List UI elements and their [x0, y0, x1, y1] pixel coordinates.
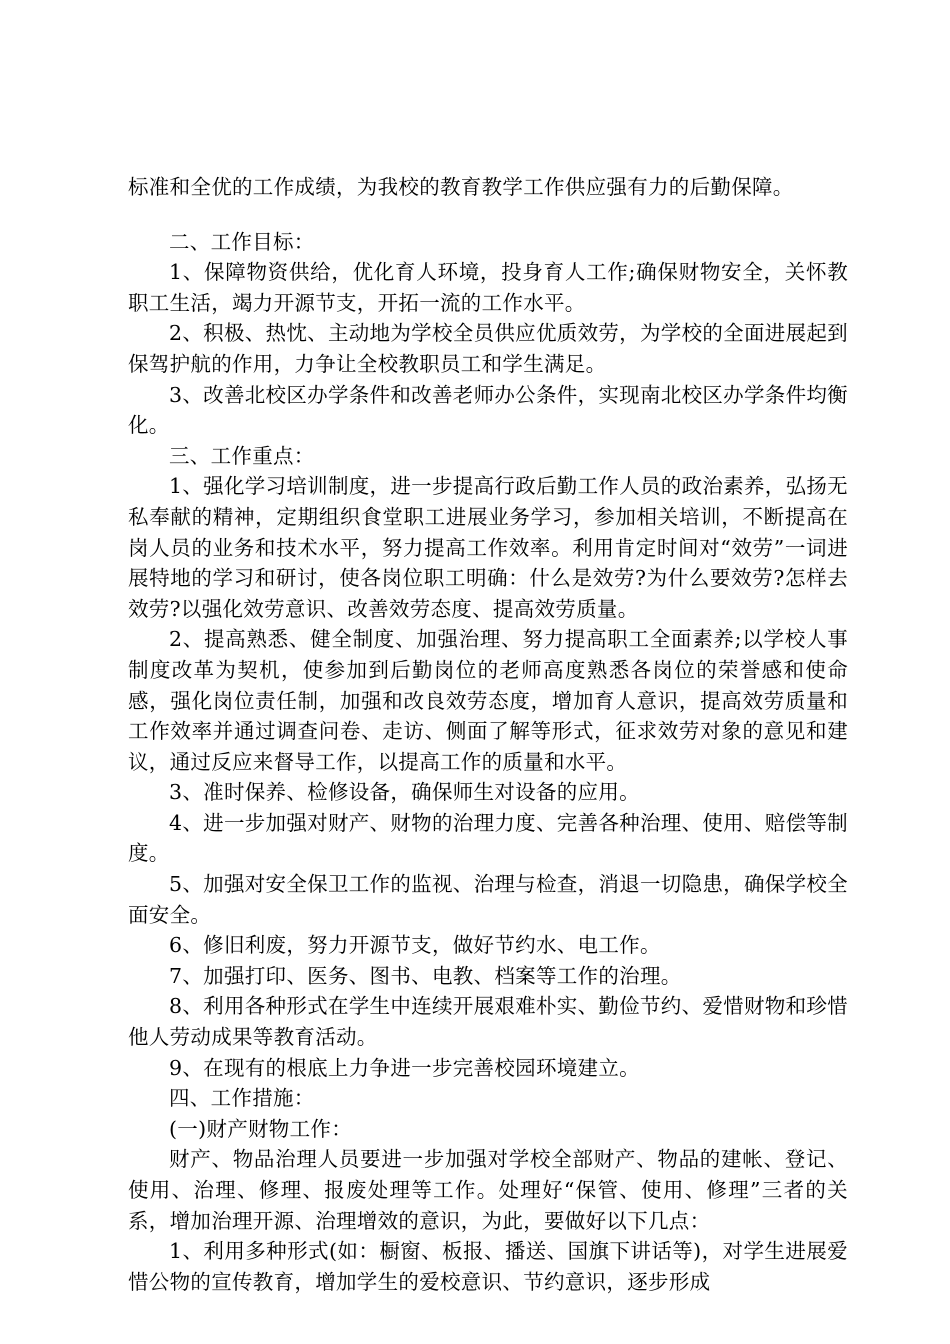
section-heading-focus: 三、工作重点：: [169, 443, 315, 468]
section-heading-measures: 四、工作措施：: [169, 1086, 315, 1111]
paragraph-focus-4: 4、进一步加强对财产、财物的治理力度、完善各种治理、使用、赔偿等制度。: [128, 810, 848, 866]
paragraph-focus-5: 5、加强对安全保卫工作的监视、治理与检查，消退一切隐患，确保学校全面安全。: [128, 872, 848, 927]
paragraph-property-intro: 财产、物品治理人员要进一步加强对学校全部财产、物品的建帐、登记、使用、治理、修理、报废处理等工作。处理好“保管、使用、修理”三者的关系，增加治理开源、治理增效的意识，为此，要做好以下几点：: [128, 1147, 848, 1233]
paragraph-continuation: 标准和全优的工作成绩，为我校的教育教学工作供应强有力的后勤保障。: [128, 175, 794, 199]
section-heading-goals: 二、工作目标：: [169, 229, 315, 254]
paragraph-focus-8: 8、利用各种形式在学生中连续开展艰难朴实、勤俭节约、爱惜财物和珍惜他人劳动成果等教育活动。: [128, 994, 848, 1050]
paragraph-focus-9: 9、在现有的根底上力争进一步完善校园环境建立。: [169, 1055, 640, 1080]
paragraph-goal-2: 2、积极、热忱、主动地为学校全员供应优质效劳，为学校的全面进展起到保驾护航的作用，力争让全校教职员工和学生满足。: [128, 321, 848, 376]
paragraph-goal-3: 3、改善北校区办学条件和改善老师办公条件，实现南北校区办学条件均衡化。: [128, 382, 848, 438]
paragraph-focus-7: 7、加强打印、医务、图书、电教、档案等工作的治理。: [169, 963, 682, 988]
paragraph-goal-1: 1、保障物资供给，优化育人环境，投身育人工作;确保财物安全，关怀教职工生活，竭力开源节支，开拓一流的工作水平。: [128, 260, 848, 315]
paragraph-focus-2: 2、提高熟悉、健全制度、加强治理、努力提高职工全面素养;以学校人事制度改革为契机，使参加到后勤岗位的老师高度熟悉各岗位的荣誉感和使命感，强化岗位责任制，加强和改良效劳态度，增加育人意识，提高效劳质量和工作效率并通过调查问卷、走访、侧面了解等形式，征求效劳对象的意见和建议，通过反应来督导工作，以提高工作的质量和水平。: [128, 627, 848, 774]
subsection-heading-property: (一)财产财物工作：: [169, 1116, 352, 1141]
paragraph-focus-1: 1、强化学习培训制度，进一步提高行政后勤工作人员的政治素养，弘扬无私奉献的精神，定期组织食堂职工进展业务学习，参加相关培训，不断提高在岗人员的业务和技术水平，努力提高工作效率。利用肯定时间对“效劳”一词进展特地的学习和研讨，使各岗位职工明确：什么是效劳?为什么要效劳?怎样去效劳?以强化效劳意识、改善效劳态度、提高效劳质量。: [128, 474, 848, 621]
document-page: [128, 172, 848, 1297]
paragraph-focus-6: 6、修旧利废，努力开源节支，做好节约水、电工作。: [169, 933, 661, 958]
paragraph-property-1: 1、利用多种形式(如：橱窗、板报、播送、国旗下讲话等)，对学生进展爱惜公物的宣传教育，增加学生的爱校意识、节约意识，逐步形成: [128, 1239, 848, 1294]
paragraph-focus-3: 3、准时保养、检修设备，确保师生对设备的应用。: [169, 780, 640, 805]
